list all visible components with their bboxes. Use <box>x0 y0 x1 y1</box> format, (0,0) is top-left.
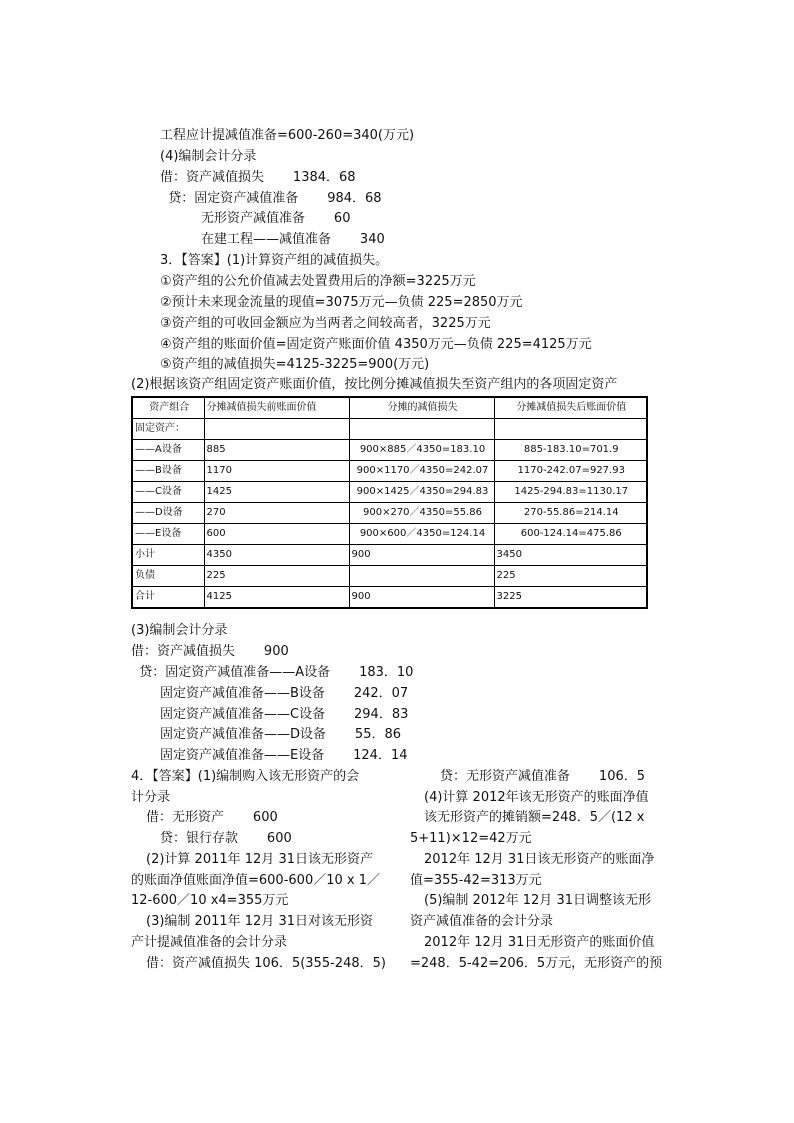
table-cell: 600-124.14=475.86 <box>494 524 647 545</box>
table-cell: 3450 <box>494 545 647 566</box>
table-cell: 225 <box>494 566 647 587</box>
text-line: (3)编制 2011年 12月 31日对该无形资 <box>146 914 373 929</box>
text-line: 2012年 12月 31日该无形资产的账面净 <box>424 852 655 867</box>
text-line: 固定资产减值准备——C设备 294．83 <box>160 707 409 722</box>
text-line: 该无形资产的摊销额=248．5／(12 x <box>424 810 645 825</box>
table-header: 分摊减值损失后账面价值 <box>494 397 647 419</box>
text-line: 固定资产减值准备——E设备 124．14 <box>160 748 408 763</box>
table-cell: 负债 <box>132 566 204 587</box>
table-row <box>132 545 647 566</box>
text-line: (4)计算 2012年该无形资产的账面净值 <box>424 790 649 805</box>
table-row <box>132 566 647 587</box>
text-line: ④资产组的账面价值=固定资产账面价值 4350万元—负债 225=4125万元 <box>160 337 592 352</box>
table-cell: 900×885／4350=183.10 <box>349 440 494 461</box>
text-line: (4)编制会计分录 <box>160 149 257 164</box>
text-line: 借：无形资产 600 <box>146 810 278 825</box>
text-line: 资产减值准备的会计分录 <box>410 914 554 929</box>
table-row <box>132 440 647 461</box>
table-cell: 1425 <box>204 482 349 503</box>
table-cell: 270-55.86=214.14 <box>494 503 647 524</box>
table-cell: 1425-294.83=1130.17 <box>494 482 647 503</box>
text-line: 贷：银行存款 600 <box>160 831 292 846</box>
table-cell: 3225 <box>494 587 647 609</box>
text-line: =248．5-42=206．5万元，无形资产的预 <box>410 956 663 971</box>
text-line: 借：资产减值损失 1384．68 <box>160 170 356 185</box>
table-header: 资产组合 <box>132 397 204 419</box>
table-cell: 固定资产： <box>132 419 204 440</box>
text-line: (5)编制 2012年 12月 31日调整该无形 <box>424 893 651 908</box>
table-cell: 225 <box>204 566 349 587</box>
text-line: 贷：无形资产减值准备 106．5 <box>440 769 646 784</box>
table-cell: 900 <box>349 545 494 566</box>
text-line: 贷：固定资产减值准备 984．68 <box>160 191 382 206</box>
table-row <box>132 587 647 609</box>
table-cell: 1170-242.07=927.93 <box>494 461 647 482</box>
table-row <box>132 482 647 503</box>
table-cell: 270 <box>204 503 349 524</box>
text-line: 工程应计提减值准备=600-260=340(万元) <box>160 128 415 143</box>
table-cell <box>349 419 494 440</box>
text-line: 计分录 <box>131 790 171 805</box>
text-line: 借：资产减值损失 900 <box>131 644 289 659</box>
text-line: (2)计算 2011年 12月 31日该无形资产 <box>146 852 373 867</box>
allocation-table <box>131 396 648 609</box>
table-cell: ——B设备 <box>132 461 204 482</box>
table-cell: 900 <box>349 587 494 609</box>
text-line: ⑤资产组的减值损失=4125-3225=900(万元) <box>160 357 430 372</box>
text-line: 5+11)×12=42万元 <box>410 831 532 846</box>
table-cell: 小计 <box>132 545 204 566</box>
text-line: 贷：固定资产减值准备——A设备 183．10 <box>131 665 414 680</box>
table-cell: ——C设备 <box>132 482 204 503</box>
table-cell: 合计 <box>132 587 204 609</box>
table-cell <box>204 419 349 440</box>
text-line: ②预计未来现金流量的现值=3075万元—负债 225=2850万元 <box>160 295 523 310</box>
table-cell: 885 <box>204 440 349 461</box>
table-cell: ——D设备 <box>132 503 204 524</box>
section-heading: 4．【答案】(1)编制购入该无形资产的会 <box>131 769 360 784</box>
table-cell: ——A设备 <box>132 440 204 461</box>
section-heading: 3．【答案】(1)计算资产组的减值损失。 <box>160 253 389 268</box>
table-cell: ——E设备 <box>132 524 204 545</box>
table-header: 分摊减值损失前账面价值 <box>204 397 349 419</box>
text-line: 产计提减值准备的会计分录 <box>131 935 288 950</box>
table-cell: 600 <box>204 524 349 545</box>
table-cell: 4125 <box>204 587 349 609</box>
table-cell: 900×1170／4350=242.07 <box>349 461 494 482</box>
table-row <box>132 419 647 440</box>
text-line: ③资产组的可收回金额应为当两者之间较高者，3225万元 <box>160 316 491 331</box>
table-header: 分摊的减值损失 <box>349 397 494 419</box>
table-cell: 900×270／4350=55.86 <box>349 503 494 524</box>
text-line: 12-600／10 x4=355万元 <box>131 893 289 908</box>
table-row <box>132 524 647 545</box>
table-cell: 4350 <box>204 545 349 566</box>
text-line: 固定资产减值准备——D设备 55．86 <box>160 727 402 742</box>
table-row <box>132 503 647 524</box>
table-cell <box>349 566 494 587</box>
text-line: 固定资产减值准备——B设备 242．07 <box>160 686 409 701</box>
text-line: (2)根据该资产组固定资产账面价值，按比例分摊减值损失至资产组内的各项固定资产 <box>131 377 618 392</box>
table-cell: 885-183.10=701.9 <box>494 440 647 461</box>
text-line: 借：资产减值损失 106．5(355-248．5) <box>146 956 386 971</box>
text-line: ①资产组的公允价值减去处置费用后的净额=3225万元 <box>160 274 476 289</box>
table-cell: 900×1425／4350=294.83 <box>349 482 494 503</box>
table-cell: 1170 <box>204 461 349 482</box>
text-line: (3)编制会计分录 <box>131 623 228 638</box>
text-line: 值=355-42=313万元 <box>410 873 542 888</box>
table-row <box>132 461 647 482</box>
text-line: 2012年 12月 31日无形资产的账面价值 <box>424 935 655 950</box>
table-cell <box>494 419 647 440</box>
table-cell: 900×600／4350=124.14 <box>349 524 494 545</box>
text-line: 在建工程——减值准备 340 <box>201 232 385 247</box>
text-line: 的账面净值账面净值=600-600／10 x 1／ <box>131 873 380 888</box>
text-line: 无形资产减值准备 60 <box>201 211 351 226</box>
table-header-row <box>132 397 647 419</box>
